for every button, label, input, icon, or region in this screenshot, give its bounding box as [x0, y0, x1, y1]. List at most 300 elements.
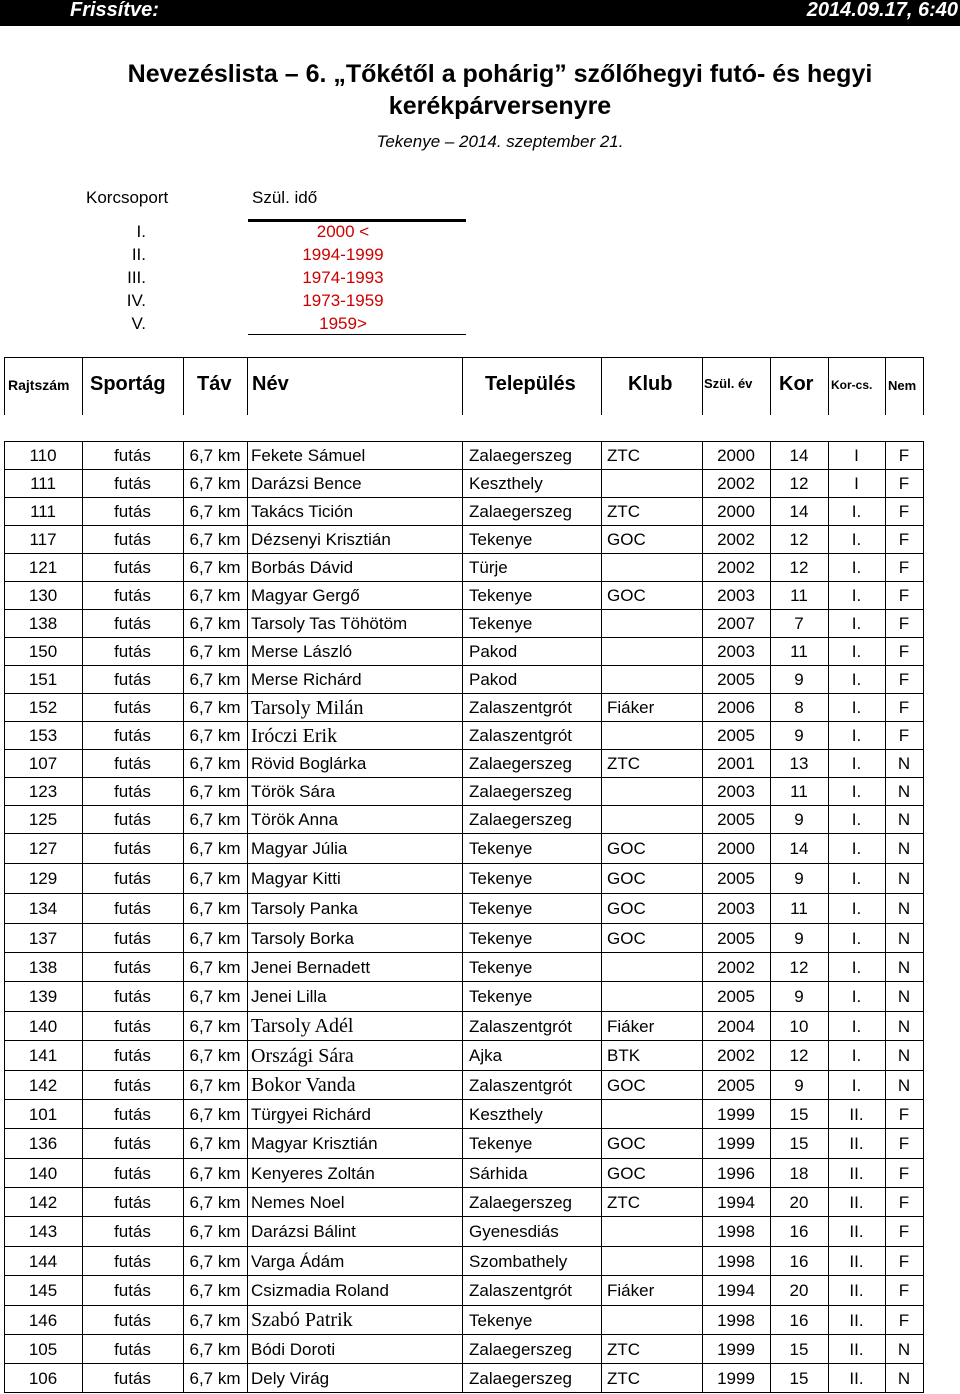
age-group-header: Korcsoport	[86, 188, 169, 207]
page-subtitle: Tekenye – 2014. szeptember 21.	[376, 132, 624, 151]
cell-birth-year: 1996	[717, 1163, 755, 1183]
cell-distance: 6,7 km	[189, 987, 241, 1006]
table-row	[4, 497, 924, 526]
table-row	[4, 693, 924, 722]
header-telepules: Település	[485, 373, 576, 395]
cell-gender: N	[897, 957, 911, 977]
cell-town: Sárhida	[469, 1163, 528, 1183]
cell-distance: 6,7 km	[189, 1163, 241, 1183]
cell-name: Kenyeres Zoltán	[251, 1163, 375, 1183]
cell-gender: N	[897, 899, 911, 918]
cell-age: 12	[789, 957, 809, 977]
cell-name: Darázsi Bence	[251, 474, 362, 493]
cell-gender: N	[897, 810, 911, 829]
cell-age: 9	[794, 670, 804, 689]
cell-birth-year: 1998	[717, 1222, 755, 1241]
cell-name: Darázsi Bálint	[251, 1222, 356, 1241]
cell-start-number: 138	[28, 614, 58, 633]
cell-club: ZTC	[607, 502, 641, 521]
cell-start-number: 117	[29, 530, 57, 549]
cell-age-class: I.	[851, 928, 862, 948]
cell-gender: F	[898, 502, 910, 521]
cell-town: Zalaegerszeg	[469, 1192, 573, 1212]
header-korcs: Kor-cs.	[831, 378, 873, 392]
cell-birth-year: 1999	[717, 1339, 755, 1359]
cell-gender: F	[898, 1104, 910, 1124]
cell-age: 9	[794, 810, 804, 829]
cell-town: Zalaszentgrót	[469, 1281, 572, 1300]
cell-club: GOC	[607, 899, 646, 918]
cell-start-number: 111	[30, 474, 56, 493]
cell-town: Türje	[469, 558, 508, 577]
table-row	[4, 1128, 924, 1159]
cell-age: 12	[789, 1046, 809, 1065]
cell-club	[607, 953, 702, 982]
cell-age: 9	[794, 987, 804, 1006]
cell-sport: futás	[114, 1192, 151, 1212]
cell-sport: futás	[114, 1016, 151, 1036]
cell-start-number: 151	[28, 670, 58, 689]
cell-birth-year: 2002	[717, 474, 755, 493]
cell-age: 18	[789, 1163, 809, 1183]
cell-gender: F	[898, 1310, 910, 1330]
cell-gender: N	[897, 987, 911, 1006]
cell-age: 11	[790, 899, 808, 918]
cell-distance: 6,7 km	[189, 782, 241, 801]
cell-club	[607, 470, 702, 498]
table-row	[4, 553, 924, 582]
cell-sport: futás	[114, 642, 151, 661]
cell-sport: futás	[114, 928, 151, 948]
cell-town: Tekenye	[469, 530, 533, 549]
table-row	[4, 893, 924, 924]
table-row	[4, 1246, 924, 1276]
cell-name: Merse Richárd	[251, 670, 362, 689]
cell-gender: F	[898, 1192, 910, 1212]
cell-birth-year: 2005	[717, 670, 755, 689]
cell-town: Tekenye	[469, 1134, 533, 1153]
cell-sport: futás	[114, 782, 151, 801]
cell-sport: futás	[114, 754, 151, 773]
cell-name: Magyar Gergő	[251, 586, 360, 605]
table-row	[4, 469, 924, 498]
cell-age: 12	[789, 474, 809, 493]
cell-distance: 6,7 km	[189, 446, 241, 465]
table-row	[4, 1334, 924, 1364]
cell-gender: N	[897, 1368, 911, 1388]
table-row	[4, 609, 924, 638]
cell-gender: N	[897, 754, 911, 773]
cell-age-class: II.	[849, 1281, 864, 1300]
cell-town: Keszthely	[469, 1104, 543, 1124]
cell-start-number: 125	[28, 810, 58, 829]
cell-start-number: 130	[28, 586, 58, 605]
table-row	[4, 981, 924, 1012]
cell-sport: futás	[114, 987, 151, 1006]
header-nev: Név	[252, 373, 289, 395]
cell-age-class: I.	[851, 1046, 862, 1065]
age-group-range: 2000 <	[316, 222, 370, 241]
table-header	[4, 357, 924, 415]
cell-gender: N	[897, 1046, 911, 1065]
cell-club	[607, 722, 702, 750]
cell-distance: 6,7 km	[189, 1251, 241, 1271]
cell-sport: futás	[114, 502, 151, 521]
cell-distance: 6,7 km	[189, 957, 241, 977]
cell-name: Iróczi Erik	[251, 724, 338, 747]
cell-age: 14	[789, 446, 809, 465]
cell-start-number: 123	[28, 782, 58, 801]
cell-club	[607, 1306, 702, 1335]
cell-sport: futás	[114, 1222, 151, 1241]
cell-gender: N	[897, 839, 911, 858]
age-group-range: 1974-1993	[302, 268, 384, 287]
cell-town: Tekenye	[469, 1310, 533, 1330]
cell-age: 15	[789, 1368, 809, 1388]
cell-town: Zalaegerszeg	[469, 810, 573, 829]
cell-name: Takács Tición	[251, 502, 354, 521]
page-title-line-1: Nevezéslista – 6. „Tőkétől a pohárig” szőlőhegyi futó- és hegyi	[127, 60, 873, 88]
cell-distance: 6,7 km	[189, 1222, 241, 1241]
cell-sport: futás	[114, 1339, 151, 1359]
header-sportag: Sportág	[90, 373, 166, 395]
table-bottom-line	[4, 1392, 924, 1393]
cell-club: ZTC	[607, 1368, 641, 1388]
cell-birth-year: 2005	[717, 987, 755, 1006]
table-row	[4, 952, 924, 982]
cell-town: Ajka	[469, 1046, 503, 1065]
cell-club: GOC	[607, 1134, 646, 1153]
cell-age-class: I	[854, 446, 859, 465]
cell-birth-year: 2000	[717, 446, 755, 465]
cell-sport: futás	[114, 1046, 151, 1065]
table-row	[4, 721, 924, 750]
table-row	[4, 1363, 924, 1393]
cell-sport: futás	[114, 1251, 151, 1271]
table-row	[4, 441, 924, 470]
cell-distance: 6,7 km	[189, 726, 241, 745]
cell-club: GOC	[607, 586, 646, 605]
cell-distance: 6,7 km	[189, 839, 241, 858]
table-row	[4, 749, 924, 778]
cell-sport: futás	[114, 1075, 151, 1095]
cell-distance: 6,7 km	[189, 1075, 241, 1095]
cell-distance: 6,7 km	[189, 642, 241, 661]
cell-name: Tarsoly Panka	[251, 899, 358, 918]
cell-town: Keszthely	[469, 474, 543, 493]
cell-birth-year: 2007	[717, 614, 755, 633]
cell-age: 10	[789, 1016, 809, 1036]
cell-distance: 6,7 km	[189, 698, 241, 717]
cell-name: Magyar Kitti	[251, 869, 341, 888]
cell-club	[607, 1100, 702, 1129]
table-row	[4, 1216, 924, 1247]
cell-age: 8	[794, 698, 804, 717]
table-row	[4, 833, 924, 864]
cell-gender: N	[897, 1016, 911, 1036]
cell-birth-year: 2003	[717, 782, 755, 801]
cell-name: Tarsoly Adél	[251, 1015, 354, 1037]
age-group-roman: IV.	[126, 291, 146, 310]
cell-birth-year: 2000	[717, 502, 755, 521]
cell-gender: N	[897, 869, 911, 888]
cell-distance: 6,7 km	[189, 530, 241, 549]
cell-distance: 6,7 km	[189, 1339, 241, 1359]
cell-club: ZTC	[607, 1192, 641, 1212]
cell-distance: 6,7 km	[189, 1046, 241, 1065]
cell-age-class: I.	[851, 810, 862, 829]
cell-distance: 6,7 km	[189, 928, 241, 948]
cell-name: Csizmadia Roland	[251, 1281, 389, 1300]
cell-town: Pakod	[469, 670, 518, 689]
cell-town: Gyenesdiás	[469, 1222, 559, 1241]
cell-age: 11	[790, 782, 808, 801]
cell-gender: F	[898, 1222, 910, 1241]
cell-birth-year: 2005	[717, 928, 755, 948]
cell-start-number: 140	[28, 1016, 58, 1036]
table-row	[4, 805, 924, 834]
header-szulev: Szül. év	[704, 376, 753, 391]
cell-start-number: 138	[28, 957, 58, 977]
cell-start-number: 134	[28, 899, 58, 918]
cell-age: 20	[789, 1281, 809, 1300]
cell-distance: 6,7 km	[189, 810, 241, 829]
cell-start-number: 137	[28, 928, 58, 948]
cell-start-number: 153	[28, 726, 58, 745]
cell-start-number: 105	[28, 1339, 58, 1359]
cell-club: Fiáker	[607, 1016, 655, 1036]
cell-birth-year: 2004	[717, 1016, 755, 1036]
age-group-roman: III.	[127, 268, 146, 287]
cell-age: 16	[789, 1310, 809, 1330]
cell-start-number: 139	[28, 987, 58, 1006]
cell-start-number: 101	[28, 1104, 58, 1124]
cell-town: Tekenye	[469, 957, 533, 977]
cell-club	[607, 778, 702, 806]
cell-sport: futás	[114, 839, 151, 858]
cell-club	[607, 554, 702, 582]
cell-name: Jenei Lilla	[251, 987, 327, 1006]
cell-town: Tekenye	[469, 987, 533, 1006]
cell-age-class: II.	[849, 1251, 864, 1271]
cell-distance: 6,7 km	[189, 1016, 241, 1036]
cell-gender: N	[897, 1339, 911, 1359]
cell-club: GOC	[607, 530, 646, 549]
cell-age-class: I.	[851, 1016, 862, 1036]
cell-age: 9	[794, 869, 804, 888]
cell-sport: futás	[114, 810, 151, 829]
cell-gender: N	[897, 1075, 911, 1095]
cell-name: Tarsoly Borka	[251, 928, 354, 948]
cell-sport: futás	[114, 1104, 151, 1124]
cell-town: Zalaegerszeg	[469, 782, 573, 801]
table-row	[4, 863, 924, 894]
cell-age-class: I.	[851, 642, 862, 661]
cell-name: Tarsoly Milán	[251, 696, 364, 719]
cell-name: Nemes Noel	[251, 1192, 345, 1212]
cell-gender: F	[898, 726, 910, 745]
header-tav: Táv	[197, 373, 232, 395]
cell-sport: futás	[114, 558, 151, 577]
cell-club: GOC	[607, 1163, 646, 1183]
table-row	[4, 777, 924, 806]
cell-sport: futás	[114, 698, 151, 717]
cell-town: Zalaegerszeg	[469, 502, 573, 521]
cell-age-class: II.	[849, 1368, 864, 1388]
age-group-roman: V.	[131, 314, 146, 333]
cell-birth-year: 2002	[717, 530, 755, 549]
cell-age-class: I.	[851, 754, 862, 773]
cell-distance: 6,7 km	[189, 1134, 241, 1153]
cell-distance: 6,7 km	[189, 614, 241, 633]
cell-name: Dézsenyi Krisztián	[251, 530, 391, 549]
cell-sport: futás	[114, 726, 151, 745]
cell-age: 12	[789, 530, 809, 549]
cell-name: Magyar Krisztián	[251, 1134, 378, 1153]
cell-birth-year: 2002	[717, 1046, 755, 1065]
cell-birth-year: 2002	[717, 558, 755, 577]
cell-start-number: 140	[28, 1163, 58, 1183]
cell-gender: F	[898, 1163, 910, 1183]
cell-town: Zalaszentgrót	[469, 1075, 572, 1095]
cell-name: Türgyei Richárd	[251, 1104, 371, 1124]
cell-start-number: 127	[28, 839, 58, 858]
cell-gender: N	[897, 928, 911, 948]
cell-sport: futás	[114, 670, 151, 689]
cell-club: GOC	[607, 928, 646, 948]
table-row	[4, 581, 924, 610]
table-row	[4, 1275, 924, 1306]
header-rajtszam: Rajtszám	[8, 377, 70, 393]
cell-name: Fekete Sámuel	[251, 446, 366, 465]
cell-age-class: II.	[849, 1192, 864, 1212]
table-row	[4, 1305, 924, 1335]
cell-age: 9	[794, 1075, 804, 1095]
cell-town: Tekenye	[469, 869, 533, 888]
cell-town: Tekenye	[469, 899, 533, 918]
cell-name: Bódi Doroti	[251, 1339, 336, 1359]
cell-town: Zalaegerszeg	[469, 446, 573, 465]
cell-town: Tekenye	[469, 928, 533, 948]
updated-datetime: 2014.09.17, 6:40	[806, 0, 958, 21]
cell-club: ZTC	[607, 754, 641, 773]
cell-sport: futás	[114, 1134, 151, 1153]
cell-sport: futás	[114, 614, 151, 633]
cell-distance: 6,7 km	[189, 1104, 241, 1124]
cell-name: Szabó Patrik	[251, 1309, 353, 1331]
cell-age: 14	[789, 839, 809, 858]
cell-age: 12	[789, 558, 809, 577]
birth-header: Szül. idő	[252, 188, 318, 207]
cell-age-class: I.	[851, 670, 862, 689]
age-group-roman: II.	[131, 245, 146, 264]
cell-age-class: I.	[851, 782, 862, 801]
cell-club	[607, 982, 702, 1012]
cell-birth-year: 1999	[717, 1368, 755, 1388]
header-nem: Nem	[888, 378, 917, 393]
cell-start-number: 106	[28, 1368, 58, 1388]
cell-name: Bokor Vanda	[251, 1074, 356, 1096]
cell-name: Török Sára	[251, 782, 336, 801]
cell-name: Dely Virág	[251, 1368, 330, 1388]
cell-age: 13	[789, 754, 809, 773]
cell-birth-year: 2000	[717, 839, 755, 858]
cell-distance: 6,7 km	[189, 586, 241, 605]
cell-gender: F	[898, 530, 910, 549]
cell-start-number: 152	[28, 698, 58, 717]
cell-sport: futás	[114, 1368, 151, 1388]
age-group-range: 1959>	[319, 314, 367, 333]
cell-age-class: I	[854, 474, 859, 493]
cell-club: BTK	[607, 1046, 641, 1065]
top-bar	[0, 0, 960, 26]
cell-birth-year: 2005	[717, 726, 755, 745]
cell-age-class: I.	[851, 586, 862, 605]
cell-club	[607, 666, 702, 694]
cell-birth-year: 1999	[717, 1104, 755, 1124]
cell-birth-year: 2001	[717, 754, 755, 773]
cell-sport: futás	[114, 1310, 151, 1330]
cell-start-number: 121	[28, 558, 58, 577]
cell-town: Pakod	[469, 642, 518, 661]
cell-age: 9	[794, 928, 804, 948]
cell-age: 20	[789, 1192, 809, 1212]
age-group-range: 1994-1999	[302, 245, 384, 264]
table-row	[4, 1011, 924, 1041]
cell-birth-year: 2003	[717, 899, 755, 918]
cell-name: Varga Ádám	[251, 1251, 345, 1271]
cell-age-class: I.	[851, 614, 862, 633]
cell-age-class: I.	[851, 987, 862, 1006]
cell-gender: F	[898, 1281, 910, 1300]
cell-club: GOC	[607, 1075, 646, 1095]
cell-start-number: 111	[30, 502, 56, 521]
cell-distance: 6,7 km	[189, 558, 241, 577]
cell-town: Zalaegerszeg	[469, 1339, 573, 1359]
page-title-line-2: kerékpárversenyre	[388, 92, 612, 120]
cell-club	[607, 610, 702, 638]
cell-birth-year: 1998	[717, 1310, 755, 1330]
cell-start-number: 129	[28, 869, 58, 888]
cell-club	[607, 1247, 702, 1276]
age-group-range: 1973-1959	[302, 291, 384, 310]
cell-name: Török Anna	[251, 810, 338, 829]
cell-distance: 6,7 km	[189, 754, 241, 773]
cell-age-class: II.	[849, 1339, 864, 1359]
cell-town: Zalaszentgrót	[469, 698, 572, 717]
cell-birth-year: 1994	[717, 1192, 755, 1212]
cell-start-number: 145	[28, 1281, 58, 1300]
cell-club	[607, 638, 702, 666]
cell-club: ZTC	[607, 446, 641, 465]
cell-town: Tekenye	[469, 586, 533, 605]
cell-sport: futás	[114, 446, 151, 465]
cell-town: Zalaszentgrót	[469, 1016, 572, 1036]
cell-club: Fiáker	[607, 1281, 655, 1300]
cell-distance: 6,7 km	[189, 1310, 241, 1330]
cell-start-number: 150	[28, 642, 58, 661]
cell-age-class: II.	[849, 1104, 864, 1124]
cell-distance: 6,7 km	[189, 502, 241, 521]
cell-age: 7	[794, 614, 804, 633]
cell-distance: 6,7 km	[189, 1281, 241, 1300]
cell-birth-year: 1999	[717, 1134, 755, 1153]
cell-town: Tekenye	[469, 614, 533, 633]
age-group-roman: I.	[136, 222, 146, 241]
cell-distance: 6,7 km	[189, 670, 241, 689]
cell-age: 15	[789, 1104, 809, 1124]
cell-distance: 6,7 km	[189, 474, 241, 493]
